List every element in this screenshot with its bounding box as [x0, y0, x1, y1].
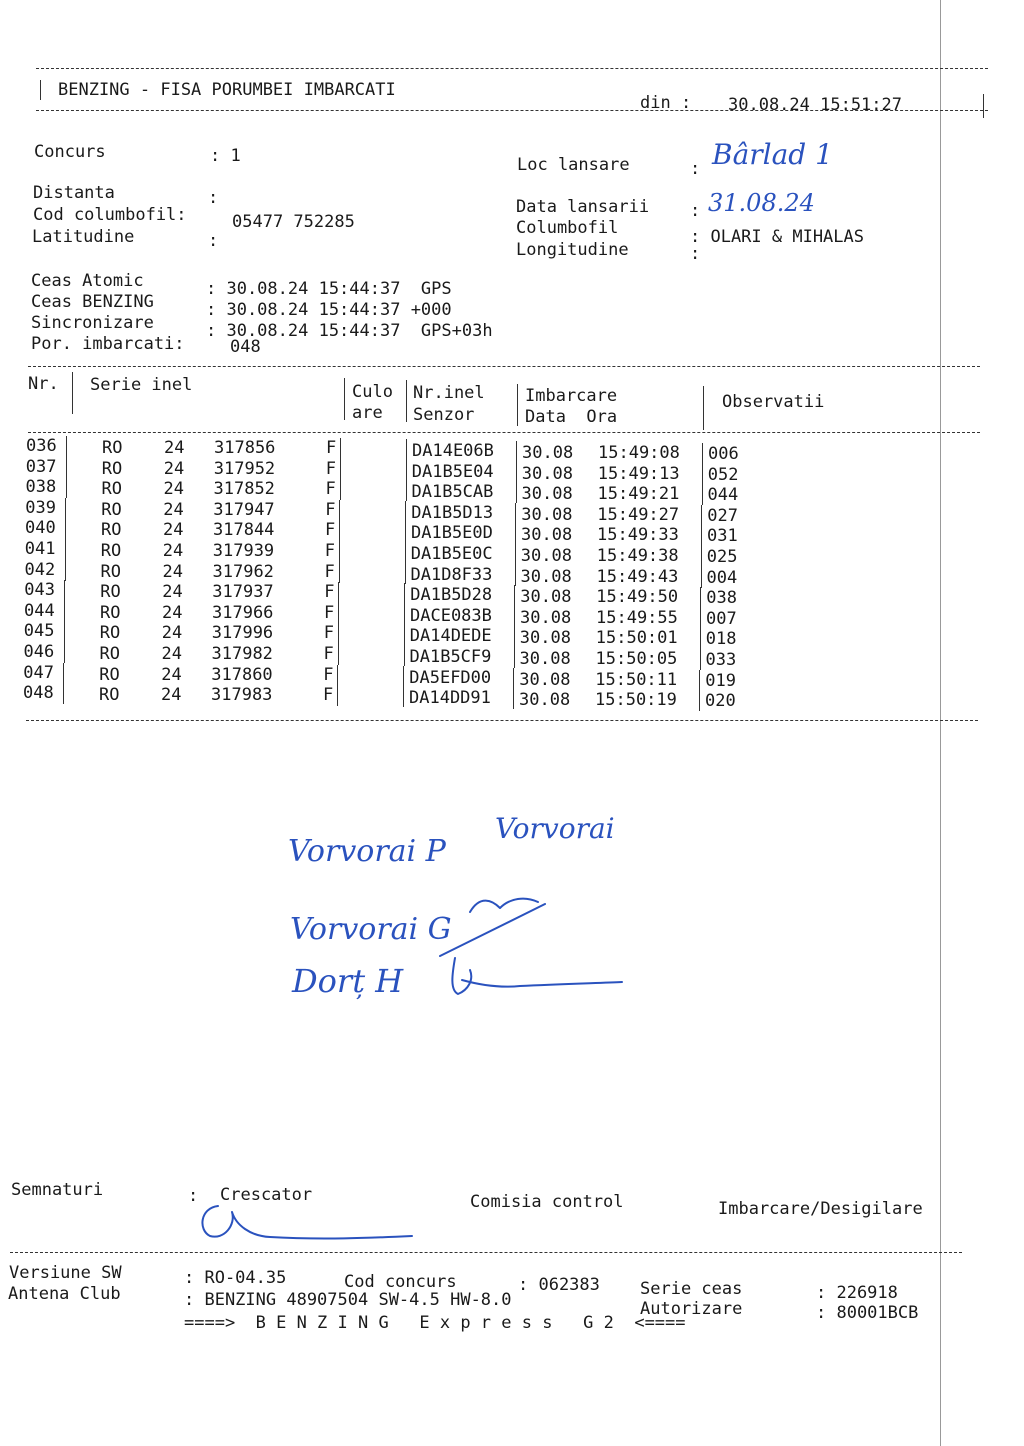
- handwritten-note-3: Dorț H: [292, 962, 404, 1000]
- cod-columbofil-label: Cod columbofil:: [33, 205, 187, 225]
- data-lansarii-colon: :: [690, 201, 701, 221]
- data-lansarii-handwritten: 31.08.24: [708, 189, 815, 217]
- row-sensor: DA5EFD00: [409, 667, 492, 688]
- row-time: 15:49:33: [597, 525, 679, 546]
- row-year: 24: [162, 561, 183, 582]
- row-date: 30.08: [519, 628, 571, 649]
- row-sex: F: [325, 520, 336, 541]
- loc-lansare-colon: :: [690, 159, 701, 179]
- row-time: 15:50:05: [595, 649, 678, 669]
- row-observatii: 019: [705, 670, 736, 691]
- row-nr: 037: [25, 456, 57, 477]
- row-ring-number: 317996: [211, 623, 274, 644]
- row-observatii: 033: [705, 650, 737, 670]
- row-sensor: DA1B5CAB: [411, 482, 494, 503]
- row-year: 24: [161, 644, 182, 664]
- row-date: 30.08: [521, 525, 573, 546]
- row-sensor: DA1B5D13: [411, 502, 494, 523]
- row-nr: 048: [23, 683, 54, 704]
- cod-concurs-value: : 062383: [518, 1275, 600, 1295]
- row-nr: 045: [23, 621, 55, 642]
- benzing-express-banner: ====> B E N Z I N G E x p r e s s G 2 <====: [184, 1313, 686, 1333]
- semnaturi-label: Semnaturi: [11, 1180, 104, 1200]
- row-country: RO: [101, 520, 122, 541]
- row-date: 30.08: [520, 607, 572, 628]
- crescator-label: Crescator: [220, 1185, 313, 1205]
- row-sex: F: [324, 602, 335, 623]
- row-sex: F: [323, 623, 334, 644]
- concurs-value: : 1: [210, 146, 241, 166]
- row-observatii: 020: [705, 691, 736, 712]
- row-observatii: 052: [707, 464, 739, 485]
- loc-lansare-handwritten: Bârlad 1: [712, 138, 833, 171]
- row-country: RO: [99, 623, 121, 644]
- row-nr: 043: [24, 580, 55, 601]
- row-ring-number: 317937: [212, 582, 274, 603]
- row-observatii: 031: [707, 526, 738, 547]
- ceas-benzing-label: Ceas BENZING: [31, 292, 154, 312]
- longitudine-label: Longitudine: [516, 240, 629, 260]
- row-observatii: 025: [706, 547, 738, 567]
- serie-ceas-label: Serie ceas: [640, 1279, 743, 1299]
- col-header-serie: Serie inel: [90, 375, 193, 395]
- row-time: 15:49:43: [596, 566, 679, 587]
- row-date: 30.08: [520, 587, 572, 608]
- row-observatii: 027: [707, 505, 738, 526]
- row-ring-number: 317982: [211, 644, 273, 664]
- row-time: 15:49:21: [597, 484, 680, 505]
- concurs-label: Concurs: [34, 142, 106, 162]
- row-country: RO: [99, 644, 120, 664]
- row-ring-number: 317947: [213, 499, 275, 520]
- ceas-atomic-label: Ceas Atomic: [31, 271, 144, 291]
- row-observatii: 044: [707, 485, 739, 506]
- row-ring-number: 317952: [213, 458, 276, 479]
- signature-vo-mark: [440, 899, 545, 956]
- row-time: 15:49:50: [596, 587, 679, 608]
- row-sensor: DA14DEDE: [409, 626, 492, 647]
- row-observatii: 038: [706, 588, 737, 609]
- loc-lansare-label: Loc lansare: [517, 155, 630, 175]
- row-ring-number: 317962: [212, 561, 274, 582]
- row-sensor: DA14E06B: [412, 441, 494, 461]
- row-date: 30.08: [519, 669, 571, 690]
- columbofil-value: : OLARI & MIHALAS: [690, 227, 864, 247]
- row-ring-number: 317860: [211, 664, 273, 685]
- row-year: 24: [161, 623, 183, 644]
- row-ring-number: 317983: [211, 685, 273, 706]
- row-ring-number: 317966: [212, 602, 274, 623]
- row-country: RO: [100, 582, 121, 603]
- row-nr: 042: [24, 559, 56, 580]
- row-country: RO: [99, 685, 120, 706]
- row-sex: F: [325, 479, 336, 500]
- document-title: BENZING - FISA PORUMBEI IMBARCATI: [58, 80, 396, 100]
- footer-divider: [10, 1252, 962, 1253]
- antena-club-label: Antena Club: [8, 1284, 121, 1304]
- row-country: RO: [101, 499, 122, 520]
- comisia-control-label: Comisia control: [470, 1192, 624, 1212]
- row-country: RO: [101, 479, 122, 500]
- row-country: RO: [102, 438, 123, 458]
- row-sensor: DA14DD91: [409, 688, 491, 709]
- row-sex: F: [326, 438, 337, 458]
- row-nr: 038: [25, 477, 57, 498]
- row-year: 24: [163, 479, 184, 500]
- row-nr: 040: [25, 518, 56, 539]
- row-nr: 046: [23, 642, 55, 662]
- col-header-imbarcare-2: Data Ora: [525, 407, 618, 427]
- row-time: 15:49:38: [596, 546, 679, 566]
- handwritten-note-2: Vorvorai G: [290, 912, 452, 947]
- row-year: 24: [163, 458, 185, 479]
- row-year: 24: [162, 602, 183, 623]
- row-nr: 047: [23, 662, 54, 683]
- row-date: 30.08: [522, 443, 574, 463]
- row-ring-number: 317939: [212, 541, 275, 561]
- col-header-nrinel-2: Senzor: [413, 405, 475, 425]
- col-header-imbarcare-1: Imbarcare: [525, 386, 618, 406]
- col-header-culoare-2: are: [352, 403, 383, 423]
- row-sensor: DA1D8F33: [410, 564, 493, 585]
- row-sensor: DA1B5E0C: [410, 544, 493, 564]
- autorizare-value: : 80001BCB: [816, 1303, 919, 1323]
- row-sensor: DA1B5E0D: [411, 523, 493, 544]
- row-date: 30.08: [521, 504, 573, 525]
- row-ring-number: 317844: [213, 520, 275, 541]
- row-nr: 036: [26, 436, 57, 456]
- row-sex: F: [323, 644, 334, 664]
- col-header-nrinel-1: Nr.inel: [413, 383, 485, 403]
- serie-ceas-value: : 226918: [816, 1283, 898, 1303]
- row-year: 24: [163, 499, 184, 520]
- row-nr: 044: [24, 600, 55, 621]
- row-year: 24: [161, 685, 182, 706]
- row-sensor: DA1B5E04: [411, 461, 494, 482]
- signature-crescator-mark: [202, 1206, 412, 1239]
- row-sex: F: [324, 561, 335, 582]
- row-sensor: DACE083B: [410, 605, 492, 626]
- latitudine-value: :: [208, 231, 219, 251]
- signature-dan-mark: [452, 958, 622, 994]
- row-year: 24: [162, 582, 183, 603]
- ceas-atomic-value: : 30.08.24 15:44:37 GPS: [206, 279, 452, 299]
- row-year: 24: [161, 664, 182, 685]
- row-observatii: 007: [706, 608, 737, 629]
- row-sensor: DA1B5D28: [410, 585, 493, 606]
- printed-at-label: din :: [640, 93, 692, 113]
- row-time: 15:50:11: [595, 669, 678, 690]
- row-year: 24: [162, 541, 184, 561]
- row-sex: F: [324, 582, 335, 603]
- distanta-label: Distanta: [33, 183, 115, 203]
- row-country: RO: [100, 561, 121, 582]
- latitudine-label: Latitudine: [32, 227, 135, 247]
- row-nr: 041: [24, 539, 56, 559]
- columbofil-label: Columbofil: [516, 218, 619, 238]
- row-sex: F: [325, 458, 336, 479]
- longitudine-value: :: [690, 244, 701, 264]
- row-time: 15:50:19: [595, 690, 677, 711]
- row-date: 30.08: [519, 690, 571, 711]
- row-sex: F: [324, 541, 335, 561]
- row-country: RO: [100, 541, 122, 561]
- row-sex: F: [323, 685, 334, 706]
- row-date: 30.08: [520, 546, 572, 566]
- porumbei-imbarcati-label: Por. imbarcati:: [31, 334, 185, 354]
- row-sensor: DA1B5CF9: [409, 647, 492, 667]
- row-nr: 039: [25, 497, 56, 518]
- row-time: 15:49:08: [598, 443, 680, 463]
- row-country: RO: [100, 602, 121, 623]
- row-date: 30.08: [520, 566, 572, 587]
- row-year: 24: [163, 520, 184, 541]
- row-observatii: 006: [708, 444, 739, 464]
- cod-columbofil-value: 05477 752285: [232, 212, 355, 232]
- sincronizare-value: : 30.08.24 15:44:37 GPS+03h: [206, 321, 493, 341]
- versiune-sw-value: : RO-04.35: [184, 1268, 287, 1288]
- row-date: 30.08: [521, 463, 573, 484]
- row-observatii: 004: [706, 567, 738, 588]
- row-country: RO: [99, 664, 120, 685]
- semnaturi-colon: :: [188, 1186, 199, 1206]
- distanta-value: :: [208, 188, 219, 208]
- col-header-observatii: Observatii: [722, 392, 825, 412]
- cod-concurs-label: Cod concurs: [344, 1272, 457, 1292]
- printed-at-value: 30.08.24 15:51:27: [728, 95, 902, 115]
- col-header-culoare-1: Culo: [352, 382, 393, 402]
- row-time: 15:49:55: [596, 607, 678, 628]
- row-date: 30.08: [521, 484, 573, 505]
- row-ring-number: 317852: [213, 479, 275, 500]
- row-sex: F: [325, 499, 336, 520]
- handwritten-note-1: Vorvorai P: [288, 834, 446, 869]
- row-sex: F: [323, 664, 334, 685]
- row-observatii: 018: [705, 629, 737, 650]
- col-header-nr: Nr.: [28, 374, 59, 394]
- ceas-benzing-value: : 30.08.24 15:44:37 +000: [206, 300, 452, 320]
- imbarcare-desigilare-label: Imbarcare/Desigilare: [718, 1199, 923, 1219]
- row-time: 15:50:01: [595, 628, 678, 649]
- versiune-sw-label: Versiune SW: [9, 1263, 122, 1283]
- sincronizare-label: Sincronizare: [31, 313, 154, 333]
- row-date: 30.08: [519, 649, 571, 669]
- row-time: 15:49:27: [597, 504, 680, 525]
- autorizare-label: Autorizare: [640, 1299, 743, 1319]
- porumbei-imbarcati-value: 048: [230, 337, 261, 357]
- row-country: RO: [101, 458, 123, 479]
- row-time: 15:49:13: [597, 463, 680, 484]
- row-year: 24: [164, 438, 185, 458]
- handwritten-note-1b: Vorvorai: [495, 812, 615, 845]
- data-lansarii-label: Data lansarii: [516, 197, 650, 217]
- row-ring-number: 317856: [214, 438, 276, 458]
- antena-club-value: : BENZING 48907504 SW-4.5 HW-8.0: [184, 1290, 512, 1310]
